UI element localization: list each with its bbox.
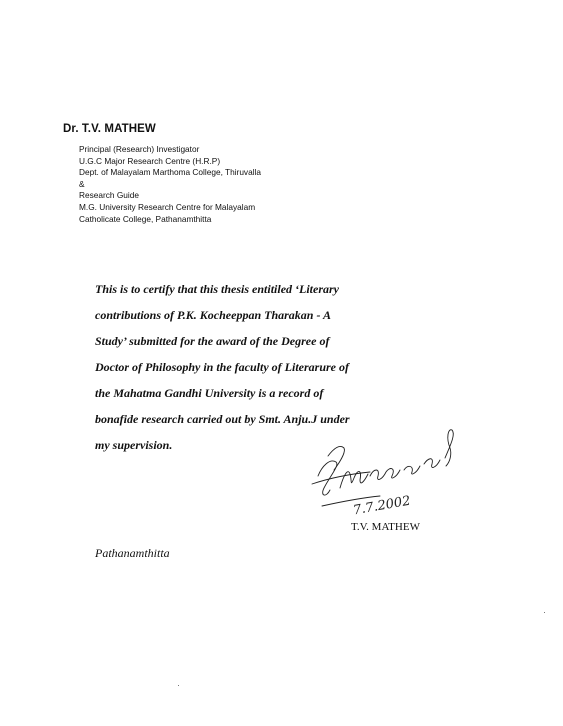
- certificate-line: Doctor of Philosophy in the faculty of Literarure of: [95, 360, 349, 374]
- affiliation-line: M.G. University Research Centre for Malayalam: [79, 201, 256, 212]
- affiliation-line: Dept. of Malayalam Marthoma College, Thiruvalla: [79, 167, 261, 178]
- handwritten-signature: [300, 418, 470, 518]
- certificate-line: This is to certify that this thesis entitiled ‘Literary: [95, 282, 340, 296]
- affiliation-line: Research Guide: [79, 190, 139, 201]
- signer-name: T.V. MATHEW: [351, 521, 420, 533]
- place-name: Pathanamthitta: [95, 546, 170, 560]
- signature-date: 7.7.2002: [352, 493, 412, 518]
- scan-speck: [178, 685, 179, 686]
- certificate-line: Study’ submitted for the award of the Degree of: [95, 334, 330, 348]
- affiliation-line: Principal (Research) Investigator: [79, 144, 200, 154]
- certificate-line: contributions of P.K. Kocheeppan Tharakan - A: [95, 308, 332, 322]
- scan-speck: [544, 612, 545, 613]
- certificate-line: the Mahatma Gandhi University is a record of: [95, 386, 324, 400]
- certificate-line: my supervision.: [95, 438, 173, 452]
- letterhead-name: Dr. T.V. MATHEW: [63, 123, 156, 135]
- affiliation-line: U.G.C Major Research Centre (H.R.P): [79, 155, 221, 166]
- affiliation-line: Catholicate College, Pathanamthitta: [79, 213, 212, 224]
- affiliation-line: &: [79, 178, 85, 189]
- letterhead-affiliation: [79, 144, 261, 225]
- certificate-line: bonafide research carried out by Smt. Anju.J under: [95, 412, 350, 426]
